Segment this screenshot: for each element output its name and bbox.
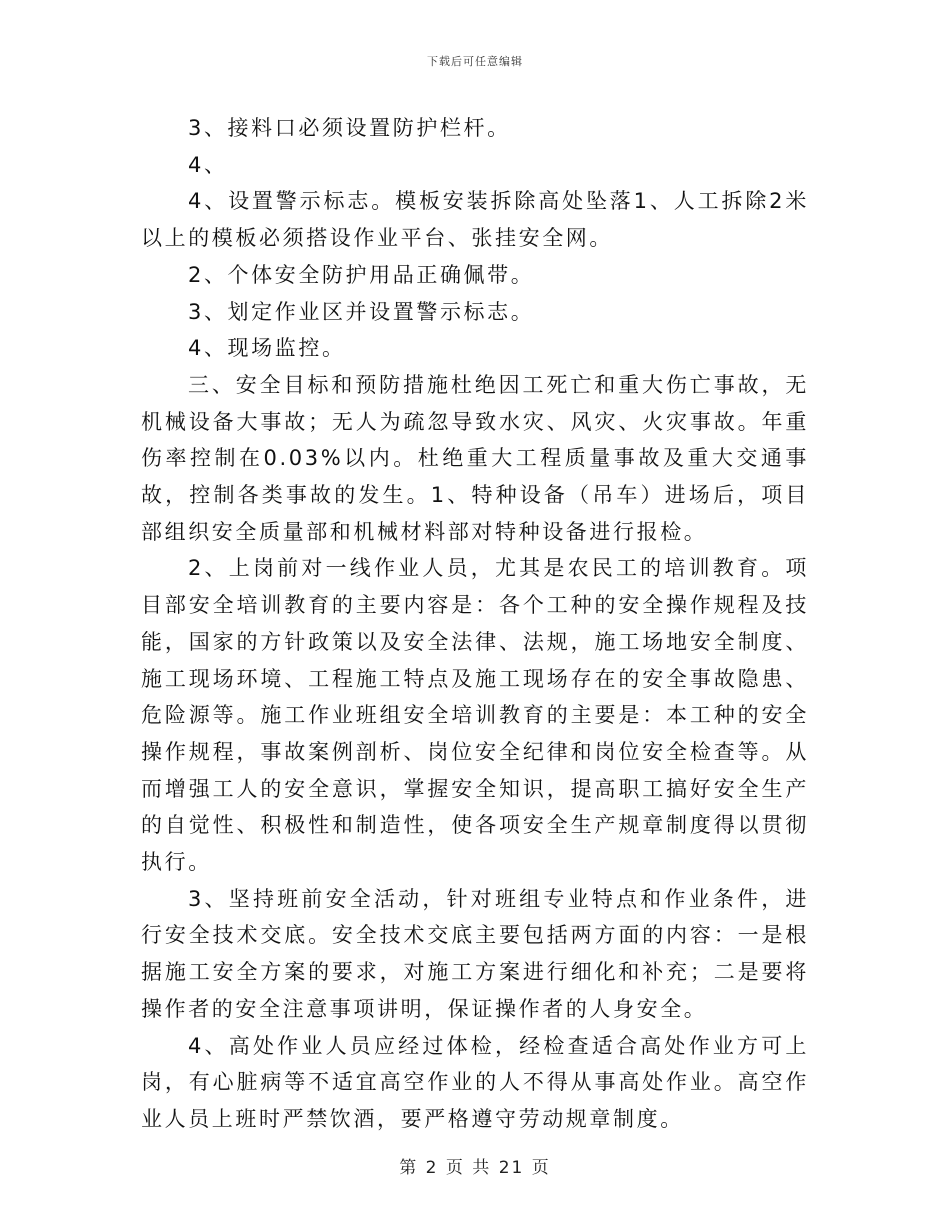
paragraph-8: 2、上岗前对一线作业人员，尤其是农民工的培训教育。项目部安全培训教育的主要内容是：各个工种的安全操作规程及技能，国家的方针政策以及安全法律、法规，施工场地安全制度、施工现场环境、工程施工特点及施工现场存在的安全事故隐患、危险源等。施工作业班组安全培训教育的主要是：本工种的安全操作规程，事故案例剖析、岗位安全纪律和岗位安全检查等。从而增强工人的安全意识，掌握安全知识，提高职工搞好安全生产的自觉性、积极性和制造性，使各项安全生产规章制度得以贯彻执行。 [141, 556, 809, 875]
page-header: 下载后可任意编辑 [427, 55, 523, 68]
paragraph-2: 4、 [188, 152, 228, 177]
paragraph-6: 4、现场监控。 [188, 336, 346, 361]
paragraph-1: 3、接料口必须设置防护栏杆。 [188, 116, 511, 140]
document-body [141, 110, 809, 1138]
paragraph-5: 3、划定作业区并设置警示标志。 [188, 299, 535, 324]
paragraph-9: 3、坚持班前安全活动，针对班组专业特点和作业条件，进行安全技术交底。安全技术交底主要包括两方面的内容：一是根据施工安全方案的要求，对施工方案进行细化和补充；二是要将操作者的安全注意事项讲明，保证操作者的人身安全。 [141, 886, 809, 1021]
page-number-footer: 第 2 页 共 21 页 [399, 1158, 551, 1178]
paragraph-10: 4、高处作业人员应经过体检，经检查适合高处作业方可上岗，有心脏病等不适宜高空作业的人不得从事高处作业。高空作业人员上班时严禁饮酒，要严格遵守劳动规章制度。 [141, 1033, 809, 1131]
paragraph-7: 三、安全目标和预防措施杜绝因工死亡和重大伤亡事故，无机械设备大事故；无人为疏忽导致水灾、风灾、火灾事故。年重伤率控制在0.03%以内。杜绝重大工程质量事故及重大交通事故，控制各类事故的发生。1、特种设备（吊车）进场后，项目部组织安全质量部和机械材料部对特种设备进行报检。 [141, 372, 809, 544]
paragraph-3: 4、设置警示标志。模板安装拆除高处坠落1、人工拆除2米以上的模板必须搭设作业平台、张挂安全网。 [141, 189, 809, 251]
paragraph-4: 2、个体安全防护用品正确佩带。 [188, 262, 535, 287]
